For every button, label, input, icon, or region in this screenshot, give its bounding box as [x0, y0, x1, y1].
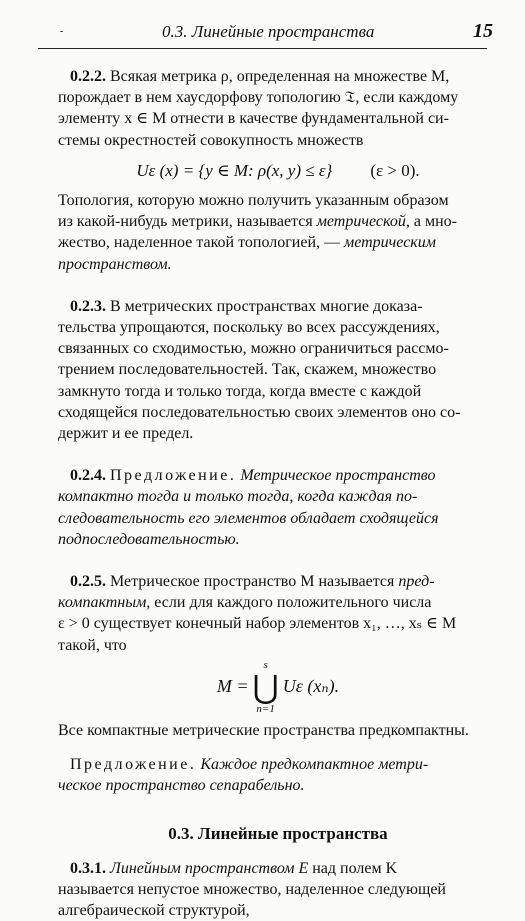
union-symbol: ⋃	[252, 668, 279, 705]
page-number: 15	[473, 20, 493, 42]
term-metric-space-1: метрическим	[344, 234, 436, 252]
p022-line-6c: а мно-	[409, 213, 457, 231]
p031-number: 0.3.1.	[70, 859, 106, 877]
term-linear-space: Линейным пространством E	[110, 859, 309, 877]
term-metric-space-2: пространством.	[58, 255, 172, 273]
p025-prop-line-1	[58, 754, 498, 775]
p023-number: 0.2.3.	[70, 297, 106, 315]
p022-line-7a: жество, наделенное такой топологией, —	[58, 234, 345, 252]
union-upper-limit: s	[263, 658, 268, 671]
p023-text-1: В метрических пространствах многие доказа-	[110, 297, 423, 315]
p024-line-3: следовательность его элементов обладает сходящейся	[58, 509, 439, 527]
p023-line-4: трением последовательностей. Так, скажем, множество	[58, 361, 437, 379]
p025-prop-line-2: ческое пространство сепарабельно.	[58, 777, 305, 795]
union-rhs: Uε (xₙ).	[282, 676, 340, 697]
section-title: 0.3. Линейные пространства	[168, 824, 388, 844]
p031-line-1	[58, 858, 498, 879]
p024-text-1: Метрическое пространство	[240, 467, 436, 485]
p025-after: Все компактные метрические пространства предкомпактны.	[58, 721, 469, 739]
p022-line-7	[58, 232, 498, 253]
p022-line-6	[58, 211, 498, 232]
proposition-label-2: Предложение.	[70, 756, 197, 774]
running-title: 0.3. Линейные пространства	[162, 22, 375, 41]
paragraph-0-2-3	[58, 296, 498, 444]
p022-line-4: стемы окрестностей совокупность множеств	[58, 131, 364, 149]
p022-line-2: порождает в нем хаусдорфову топологию 𝔗, если каждому	[58, 89, 459, 107]
p024-number: 0.2.4.	[70, 467, 106, 485]
header-mark: -	[60, 26, 64, 37]
header-rule	[38, 48, 487, 49]
p031-text-1b: над полем K	[308, 859, 398, 877]
p025-line-4: такой, что	[58, 636, 127, 654]
proposition-label-1: Предложение.	[110, 467, 237, 485]
p022-text-1: Всякая метрика ρ, определенная на множестве M,	[110, 68, 450, 85]
p031-line-2: называется непустое множество, наделенное следующей	[58, 880, 446, 898]
p023-line-5: замкнуто тогда и только тогда, когда вместе с каждой	[58, 382, 422, 400]
paragraph-0-3-1	[58, 858, 498, 921]
union-formula	[58, 656, 498, 718]
p023-line-1	[58, 296, 498, 317]
p025-text-2b: если для каждого положительного числа	[150, 594, 432, 612]
p023-line-6: сходящейся последовательностью своих элементов оно со-	[58, 403, 461, 421]
union-lhs: M =	[216, 676, 249, 697]
p024-line-1	[58, 465, 498, 486]
p023-line-3: связанных со сходимостью, можно ограничиться рассмо-	[58, 340, 449, 358]
term-precompact-1: пред-	[398, 573, 435, 591]
page-header	[0, 18, 525, 46]
term-metric: метрической,	[316, 213, 410, 231]
p024-line-2: компактно тогда и только тогда, когда каждая по-	[58, 488, 418, 506]
p022-number: 0.2.2.	[70, 68, 106, 85]
p025-text-1a: Метрическое пространство M называется	[110, 573, 399, 591]
p022-line-3: элементу x ∈ M отнести в качестве фундаментальной си-	[58, 110, 449, 128]
p023-line-7: держит и ее предел.	[58, 425, 194, 443]
p025-prop-text-1: Каждое предкомпактное метри-	[200, 756, 429, 774]
paragraph-0-2-4	[58, 465, 498, 550]
union-lower-limit: n=1	[256, 702, 275, 715]
paragraph-0-2-2	[58, 66, 498, 275]
p022-line-6a: из какой-нибудь метрики, называется	[58, 213, 317, 231]
term-precompact-2: компактным,	[58, 594, 151, 612]
formula-body: Uε (x) = {y ∈ M: ρ(x, y) ≤ ε}	[136, 160, 333, 180]
p023-line-2: тельства упрощаются, поскольку во всех рассуждениях,	[58, 319, 440, 337]
paragraph-0-2-5	[58, 571, 498, 796]
p025-line-2	[58, 592, 498, 613]
p025-number: 0.2.5.	[70, 573, 106, 591]
p025-line-1	[58, 571, 498, 592]
p022-line-1	[58, 66, 498, 87]
formula-condition: (ε > 0).	[370, 160, 420, 180]
page-body	[58, 66, 498, 921]
p031-line-3: алгебраической структурой,	[58, 902, 250, 920]
neighbourhood-formula	[58, 160, 498, 181]
p022-line-5: Топология, которую можно получить указанным образом	[58, 192, 449, 210]
p025-line-3: ε > 0 существует конечный набор элементов x₁, …, xₛ ∈ M	[58, 615, 457, 633]
big-union-operator	[253, 659, 279, 715]
p024-line-4: подпоследовательностью.	[58, 530, 240, 548]
